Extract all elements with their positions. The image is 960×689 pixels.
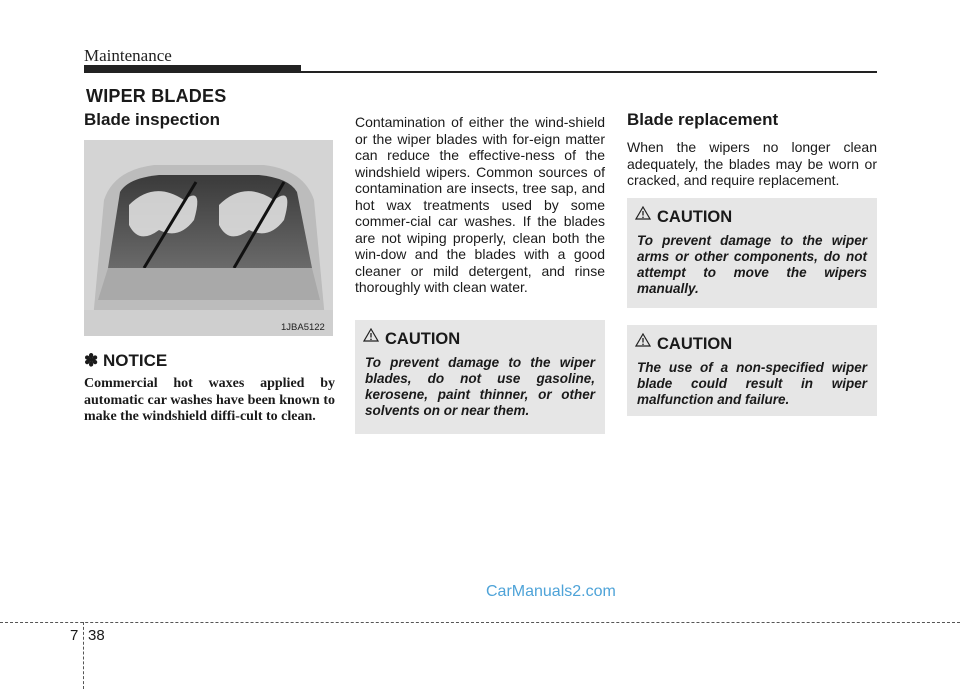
windshield-wiper-photo [84,140,333,336]
caution-title [383,330,595,349]
warning-triangle-icon [635,206,651,220]
caution-title-text: CAUTION [657,208,733,226]
column-left [84,110,334,130]
blade-inspection-heading: Blade inspection [84,110,221,129]
footer-divider [0,622,960,623]
windshield-illustration [84,140,333,336]
notice-title: ✽ NOTICE [84,351,168,370]
caution-box-solvents [355,320,605,434]
warning-triangle-icon [363,328,379,342]
replacement-paragraph: When the wipers no longer clean adequately, the blades may be worn or cracked, and require replacement. [627,139,877,188]
notice-body: Commercial hot waxes applied by automatic car washes have been known to make the windshield diffi-cult to clean. [84,376,335,424]
caution-title-text: CAUTION [385,330,461,348]
column-middle [355,114,605,296]
section-title: WIPER BLADES [86,86,227,106]
figure-id: 1JBA5122 [281,322,325,333]
header-rule [84,71,877,73]
page-header-title: Maintenance [84,46,172,65]
page-number: 38 [88,627,105,644]
blade-replacement-heading: Blade replacement [627,110,779,129]
warning-triangle-icon [635,333,651,347]
contamination-paragraph: Contamination of either the wind-shield or the wiper blades with for-eign matter can reduce the effective-ness of the windshield wipers. Common sources of contamination are insects, tree sap, and hot wax treatments used by some commer-cial car washes. If the blades are not wiping properly, clean both the win-dow and the blades with a good cleaner or mild detergent, and rinse thoroughly with clean water. [355,114,605,295]
caution-body: The use of a non-specified wiper blade could result in wiper malfunction and failure. [637,360,867,407]
caution-box-wiper-arms [627,198,877,308]
caution-body: To prevent damage to the wiper blades, do not use gasoline, kerosene, paint thinner, or other solvents on or near them. [365,355,595,418]
caution-title [655,208,867,227]
caution-box-non-specified-blade [627,325,877,416]
watermark-link[interactable]: CarManuals2.com [486,583,616,600]
column-right [627,110,877,189]
caution-title-text: CAUTION [657,335,733,353]
chapter-number: 7 [70,627,79,644]
caution-body: To prevent damage to the wiper arms or other components, do not attempt to move the wipers manually. [637,233,867,296]
caution-title [655,335,867,354]
footer-vertical-divider [83,622,84,689]
